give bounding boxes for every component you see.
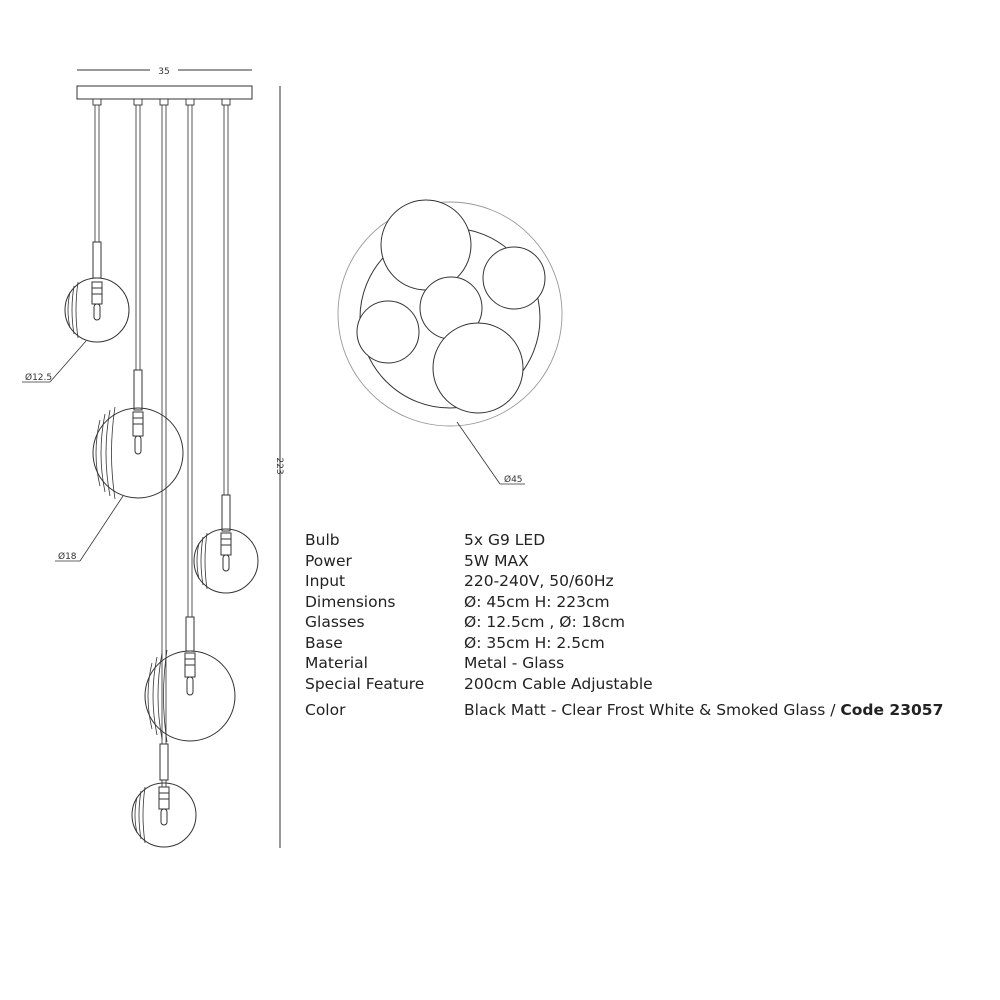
cables (95, 105, 228, 800)
spec-label: Power (305, 551, 352, 570)
pendant-large-1 (93, 370, 183, 499)
pendant-small-3 (132, 744, 196, 847)
spec-value: Ø: 45cm H: 223cm (464, 592, 610, 611)
spec-label: Glasses (305, 613, 365, 631)
spec-row-base (305, 633, 985, 654)
spec-value (464, 700, 943, 721)
ceiling-canopy (77, 86, 252, 99)
cable-mounts (93, 99, 230, 105)
color-value: Black Matt - Clear Frost White & Smoked Glass / (464, 701, 836, 719)
spec-row-input (305, 571, 985, 592)
base-width-label: 35 (158, 67, 170, 77)
overall-diameter-label: Ø45 (504, 475, 523, 485)
spec-row-material (305, 653, 985, 674)
spec-value: 5x G9 LED (464, 531, 546, 549)
spec-row-power (305, 551, 985, 572)
spec-label: Dimensions (305, 592, 396, 611)
spec-row-bulb (305, 530, 985, 551)
spec-row-color (305, 700, 985, 721)
product-code: Code 23057 (840, 701, 944, 719)
spec-label: Material (305, 654, 368, 672)
spec-row-glasses (305, 612, 985, 633)
total-height-label: 223 (274, 457, 284, 475)
large-glass-diameter-label: Ø18 (58, 552, 77, 562)
small-glass-diameter-label: Ø12.5 (25, 373, 53, 383)
top-view (338, 200, 562, 426)
pendant-small-2 (194, 495, 258, 593)
spec-value: 5W MAX (464, 551, 529, 570)
spec-label: Color (305, 701, 346, 719)
pendant-small-1 (65, 242, 129, 342)
spec-value: 200cm Cable Adjustable (464, 674, 653, 693)
spec-value: Ø: 35cm H: 2.5cm (464, 633, 605, 652)
spec-label: Base (305, 633, 343, 652)
spec-label: Input (305, 572, 346, 590)
spec-label: Special Feature (305, 674, 425, 693)
spec-value: 220-240V, 50/60Hz (464, 572, 614, 590)
spec-label: Bulb (305, 531, 340, 549)
pendant-large-2 (145, 617, 235, 742)
spec-row-dimensions (305, 592, 985, 613)
spec-row-special-feature (305, 674, 985, 695)
spec-value: Metal - Glass (464, 654, 565, 672)
spec-value: Ø: 12.5cm , Ø: 18cm (464, 613, 625, 631)
spec-table (305, 530, 985, 721)
